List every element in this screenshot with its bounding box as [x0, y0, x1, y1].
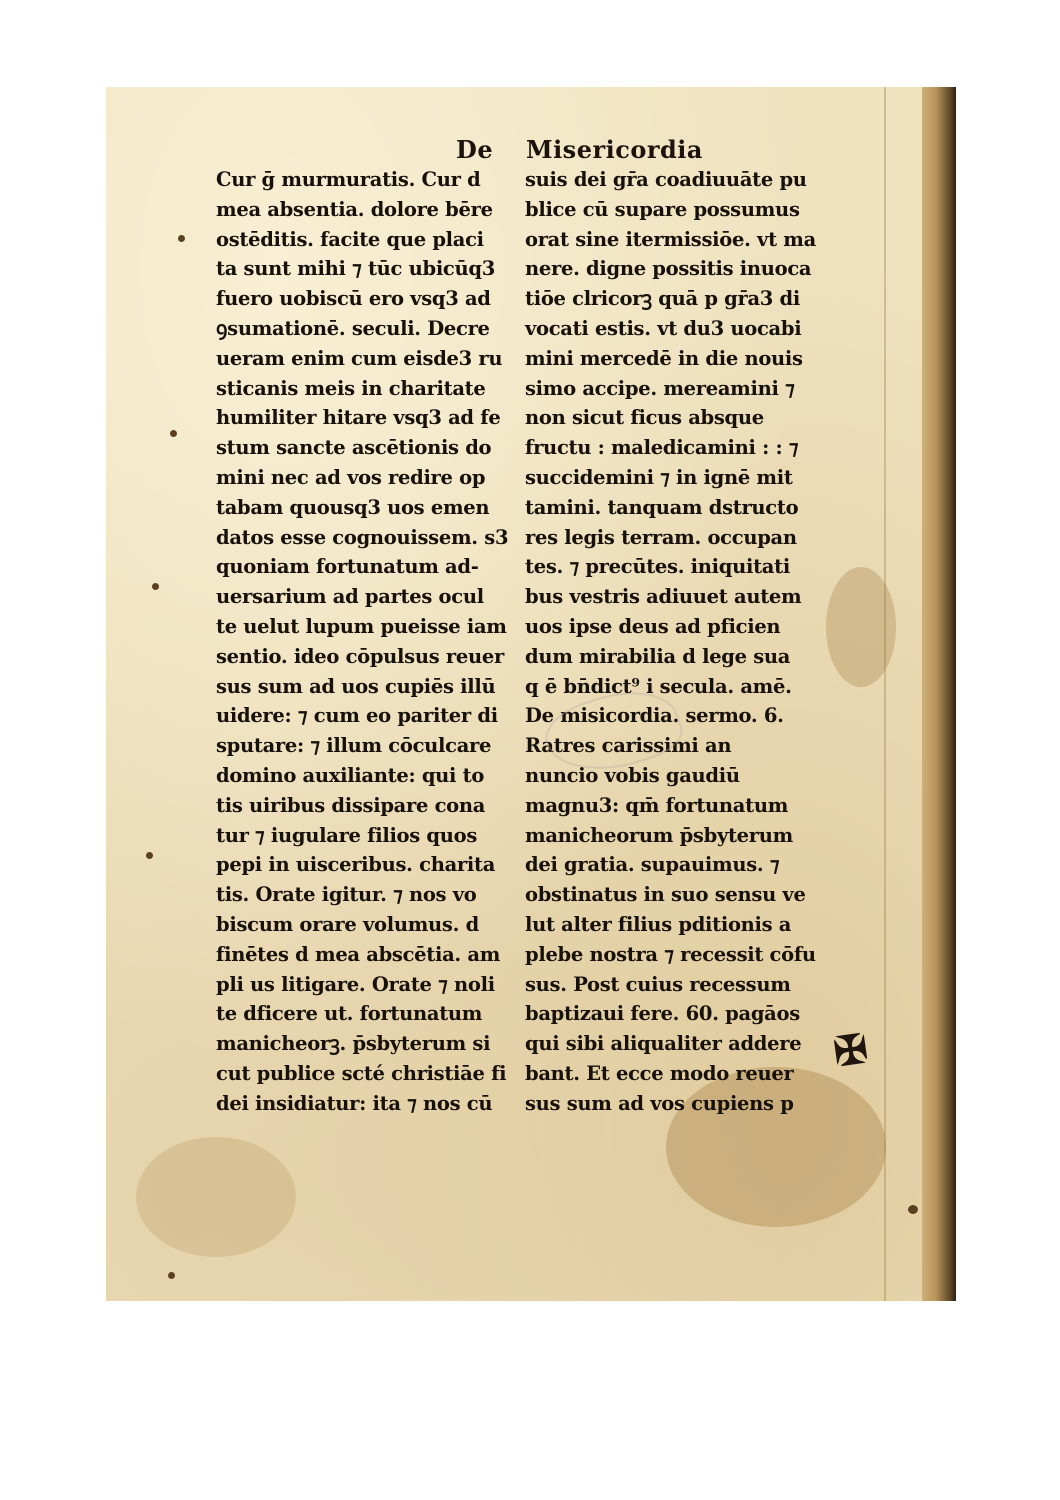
text-line: fuero uobiscū ero vsq3 ad	[216, 287, 491, 311]
text-line: ueram enim cum eisde3 ru	[216, 346, 503, 370]
text-line: dei insidiatur: ita ⁊ nos cū	[216, 1091, 493, 1115]
text-line: pli us litigare. Orate ⁊ noli	[216, 972, 495, 996]
text-line: uos ipse deus ad pficien	[525, 614, 781, 638]
text-line: suis dei gr̄a coadiuuāte pu	[525, 168, 807, 191]
text-line: te dficere ut. fortunatum	[216, 1002, 483, 1026]
text-line: bant. Et ecce modo reuer	[525, 1061, 794, 1085]
ink-dot	[168, 1272, 175, 1279]
text-line: dum mirabilia d lege sua	[525, 644, 791, 668]
scanned-page	[106, 87, 956, 1301]
text-line: simo accipe. mereamini ⁊	[525, 376, 795, 400]
text-line: ꝯsumationē. seculi. Decre	[216, 316, 490, 340]
text-line: manicheorum p̄sbyterum	[525, 823, 793, 847]
text-line: nuncio vobis gaudiū	[525, 763, 740, 787]
text-line: fructu : maledicamini : : ⁊	[525, 436, 799, 460]
marginal-mark: ✠	[830, 1024, 871, 1077]
text-line: plebe nostra ⁊ recessit cōfu	[525, 942, 816, 966]
ink-dot	[146, 852, 153, 859]
text-line: quoniam fortunatum ad-	[216, 555, 479, 579]
binding-edge	[922, 87, 956, 1301]
text-line: Ratres carissimi an	[525, 734, 732, 758]
text-line: finētes d mea abscētia. am	[216, 942, 501, 966]
text-line: humiliter hitare vsq3 ad fe	[216, 406, 501, 430]
page-heading-right: Misericordia	[526, 135, 703, 164]
text-line: Cur ḡ murmuratis. Cur d	[216, 168, 481, 191]
text-line: lut alter filius pditionis a	[525, 912, 792, 936]
text-line: uidere: ⁊ cum eo pariter di	[216, 704, 498, 728]
text-line: stum sancte ascētionis do	[216, 436, 492, 460]
text-line: tamini. tanquam dstructo	[525, 495, 799, 519]
ink-dot	[170, 430, 177, 437]
text-line: tis. Orate igitur. ⁊ nos vo	[216, 883, 477, 907]
text-line: dei gratia. supauimus. ⁊	[525, 853, 780, 877]
text-line: ta sunt mihi ⁊ tūc ubicūq3	[216, 257, 495, 281]
text-line: sus sum ad uos cupiēs illū	[216, 674, 496, 698]
text-line: mini nec ad vos redire op	[216, 465, 486, 489]
text-line: domino auxiliante: qui to	[216, 763, 485, 787]
text-line: succidemini ⁊ in ignē mit	[525, 465, 793, 489]
text-line: baptizaui fere. 60. pagāos	[525, 1002, 800, 1026]
paper-stain	[136, 1137, 296, 1257]
text-line: tiōe clricorꝫ quā p gr̄a3 di	[525, 287, 800, 311]
text-line: sus sum ad vos cupiens p	[525, 1091, 794, 1115]
text-line: datos esse cognouissem. s3	[216, 525, 509, 549]
text-line: bus vestris adiuuet autem	[525, 585, 802, 609]
text-line: magnu3: qm̄ fortunatum	[525, 793, 789, 817]
text-line: orat sine itermissiōe. vt ma	[525, 227, 816, 251]
text-line: sputare: ⁊ illum cōculcare	[216, 734, 492, 758]
page-heading-left: De	[456, 135, 494, 164]
text-line: q ē bn̄dict⁹ i secula. amē.	[525, 674, 792, 698]
text-line: sentio. ideo cōpulsus reuer	[216, 644, 504, 668]
ink-dot	[152, 583, 159, 590]
right-text-column	[525, 165, 835, 1119]
text-line: qui sibi aliqualiter addere	[525, 1032, 802, 1056]
text-line: non sicut ficus absque	[525, 406, 764, 430]
text-line: vocati estis. vt du3 uocabi	[525, 316, 802, 340]
text-line: sticanis meis in charitate	[216, 376, 486, 400]
text-line: cut publice scté christiāe fi	[216, 1061, 507, 1085]
text-line: blice cū supare possumus	[525, 197, 800, 221]
text-line: nere. digne possitis inuoca	[525, 257, 812, 281]
text-line: mea absentia. dolore bēre	[216, 197, 493, 221]
text-line: sus. Post cuius recessum	[525, 972, 791, 996]
text-line: manicheorꝫ. p̄sbyterum si	[216, 1032, 491, 1056]
text-line: tes. ⁊ precūtes. iniquitati	[525, 555, 790, 579]
text-line: tabam quousq3 uos emen	[216, 495, 490, 519]
text-line: res legis terram. occupan	[525, 525, 797, 549]
page-fold-line	[884, 87, 886, 1301]
text-line: De misicordia. sermo. 6.	[525, 704, 784, 728]
text-line: pepi in uisceribus. charita	[216, 853, 496, 877]
text-line: ostēditis. facite que placi	[216, 227, 484, 251]
ink-dot	[908, 1205, 918, 1214]
text-line: mini mercedē in die nouis	[525, 346, 803, 370]
text-line: biscum orare volumus. d	[216, 912, 479, 936]
text-line: uersarium ad partes ocul	[216, 585, 484, 609]
ink-dot	[178, 235, 185, 242]
left-text-column	[216, 165, 516, 1119]
text-line: tur ⁊ iugulare filios quos	[216, 823, 478, 847]
text-line: tis uiribus dissipare cona	[216, 793, 486, 817]
text-line: te uelut lupum pueisse iam	[216, 614, 507, 638]
text-line: obstinatus in suo sensu ve	[525, 883, 806, 907]
